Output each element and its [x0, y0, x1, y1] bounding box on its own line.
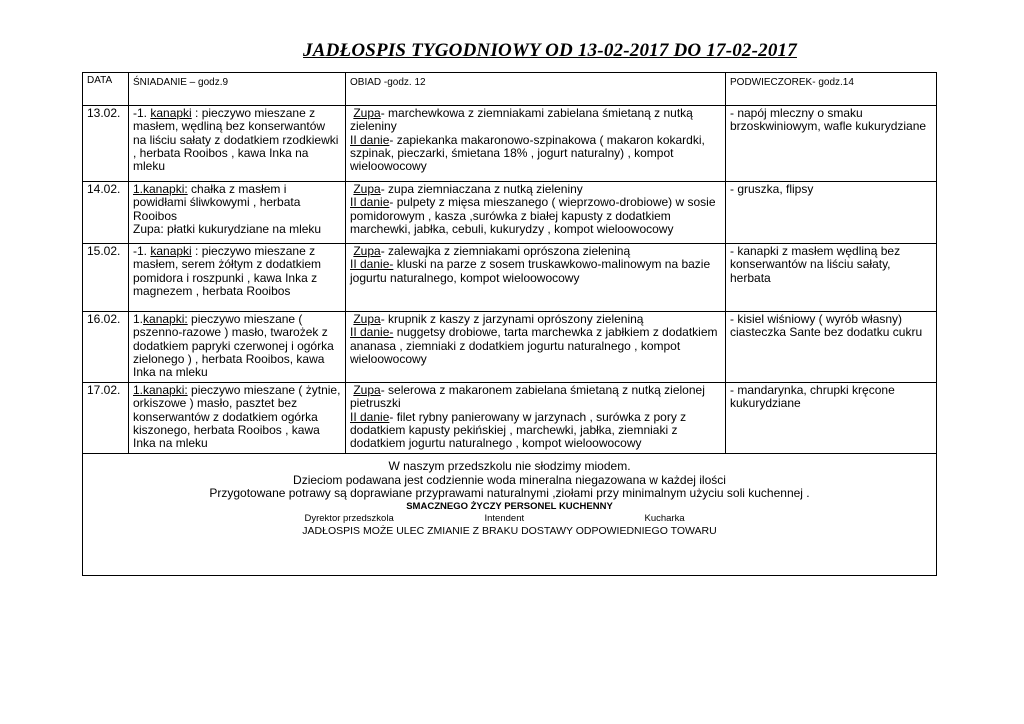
footer-line-honey: W naszym przedszkolu nie słodzimy miodem. [388, 459, 631, 473]
soup-label: Zupa [353, 244, 381, 258]
breakfast-cell [129, 244, 346, 312]
header-lunch: OBIAD -godz. 12 [346, 73, 726, 106]
soup-text: - zupa ziemniaczana z nutką zieleniny [380, 182, 583, 196]
main-label: II danie- [350, 257, 394, 272]
table-row [83, 312, 937, 383]
table-row [83, 244, 937, 312]
table-row [83, 383, 937, 454]
sign-cook: Kucharka [644, 512, 685, 524]
breakfast-cell [129, 383, 346, 454]
header-snack: PODWIECZOREK- godz.14 [726, 73, 937, 106]
breakfast-cell [129, 312, 346, 383]
sign-director: Dyrektor przedszkola [304, 512, 394, 524]
table-row [83, 106, 937, 182]
main-label: II danie- [350, 325, 394, 340]
lunch-cell [346, 244, 726, 312]
soup-label: Zupa [353, 106, 381, 120]
main-text: nuggetsy drobiowe, tarta marchewka z jabłkiem z dodatkiem ananasa , ziemniaki z dodatkiem jogurtu naturalnego , kompot wieloowocowy [350, 325, 718, 366]
snack-cell: - napój mleczny o smaku brzoskwiniowym, wafle kukurydziane [726, 106, 937, 182]
breakfast-label: kanapki: [143, 312, 188, 326]
footer-signatures [87, 513, 932, 525]
main-text: kluski na parze z sosem truskawkowo-malinowym na bazie jogurtu naturalnego, kompot wieloowocowy [350, 257, 711, 285]
day-date: 15.02. [83, 244, 129, 312]
page-title: JADŁOSPIS TYGODNIOWY OD 13-02-2017 DO 17-02-2017 [303, 40, 797, 61]
day-date: 17.02. [83, 383, 129, 454]
breakfast-text: pieczywo mieszane ( pszenno-razowe ) masło, twarożek z dodatkiem papryki czerwonej i ogórka zielonego ) , herbata Rooibos, kawa Inka na mleku [133, 312, 334, 380]
soup-text: - zalewajka z ziemniakami oprószona zieleniną [380, 244, 631, 258]
main-text: - zapiekanka makaronowo-szpinakowa ( makaron kokardki, szpinak, pieczarki, śmietana 18% , jogurt naturalny) , kompot wieloowocowy [350, 132, 705, 174]
snack-cell: - gruszka, flipsy [726, 182, 937, 244]
footer-row [83, 454, 937, 576]
breakfast-label: 1.kanapki: [133, 383, 188, 397]
soup-text: - selerowa z makaronem zabielana śmietaną z nutką zielonej pietruszki [350, 383, 705, 411]
menu-table [82, 72, 937, 576]
breakfast-prefix: 1. [133, 312, 144, 326]
footer-greeting: SMACZNEGO ŻYCZY PERSONEL KUCHENNY [406, 500, 613, 512]
main-text: - filet rybny panierowany w jarzynach , surówka z pory z dodatkiem kapusty pekińskiej , marchewki, jabłka, ziemniaki z dodatkiem jogurtu naturalnego , kompot wieloowocowy [350, 409, 687, 451]
main-text: - pulpety z mięsa mieszanego ( wieprzowo-drobiowe) w sosie pomidorowym , kasza ,surówka z białej kapusty z dodatkiem marchewki, jabłka, cebuli, kukurydzy , kompot wieloowocowy [350, 195, 716, 236]
footer-cell [83, 454, 937, 576]
breakfast-label: 1.kanapki: [133, 182, 188, 196]
breakfast-prefix: -1. [133, 106, 151, 120]
footer-line-water: Dzieciom podawana jest codziennie woda mineralna niegazowana w każdej ilości [293, 472, 726, 487]
lunch-cell [346, 182, 726, 244]
soup-label: Zupa [353, 383, 381, 397]
breakfast-text: : pieczywo mieszane z masłem, serem żółtym z dodatkiem pomidora i roszpunki , kawa Inka z magnezem , herbata Rooibos [133, 244, 322, 298]
snack-cell: - kisiel wiśniowy ( wyrób własny) ciasteczka Sante bez dodatku cukru [726, 312, 937, 383]
breakfast-cell [129, 182, 346, 244]
lunch-cell [346, 106, 726, 182]
footer-warning: JADŁOSPIS MOŻE ULEC ZMIANIE Z BRAKU DOSTAWY ODPOWIEDNIEGO TOWARU [302, 524, 717, 537]
breakfast-text: chałka z masłem i powidłami śliwkowymi , herbata Rooibos Zupa: płatki kukurydziane na mleku [133, 182, 322, 236]
soup-label: Zupa [353, 312, 381, 326]
snack-cell: - mandarynka, chrupki kręcone kukurydziane [726, 383, 937, 454]
soup-text: - marchewkowa z ziemniakami zabielana śmietaną z nutką zieleniny [350, 106, 693, 134]
day-date: 16.02. [83, 312, 129, 383]
breakfast-text: : pieczywo mieszane z masłem, wędliną bez konserwantów na liściu sałaty z dodatkiem rzodkiewki , herbata Rooibos , kawa Inka na mleku [133, 106, 339, 174]
breakfast-text: pieczywo mieszane ( żytnie, orkiszowe ) masło, pasztet bez konserwantów z dodatkiem ogórka kiszonego, herbata Rooibos , kawa Inka na mleku [133, 383, 341, 451]
sign-intendent: Intendent [484, 512, 525, 524]
main-label: II danie [350, 409, 390, 424]
breakfast-prefix: -1. [133, 244, 151, 258]
breakfast-cell [129, 106, 346, 182]
breakfast-label: kanapki [150, 106, 192, 120]
day-date: 14.02. [83, 182, 129, 244]
soup-text: - krupnik z kaszy z jarzynami oprószony zieleniną [380, 312, 644, 326]
day-date: 13.02. [83, 106, 129, 182]
header-breakfast: ŚNIADANIE – godz.9 [129, 73, 346, 106]
header-date: DATA [83, 73, 129, 106]
lunch-cell [346, 312, 726, 383]
footer-line-spices: Przygotowane potrawy są doprawiane przyprawami naturalnymi ,ziołami przy minimalnym użyciu soli kuchennej . [209, 486, 810, 500]
table-row [83, 182, 937, 244]
header-row [83, 73, 937, 106]
snack-cell: - kanapki z masłem wędliną bez konserwantów na liściu sałaty, herbata [726, 244, 937, 312]
breakfast-label: kanapki [150, 244, 192, 258]
main-label: II danie [350, 195, 390, 210]
main-label: II danie [350, 132, 390, 147]
soup-label: Zupa [353, 182, 381, 196]
lunch-cell [346, 383, 726, 454]
